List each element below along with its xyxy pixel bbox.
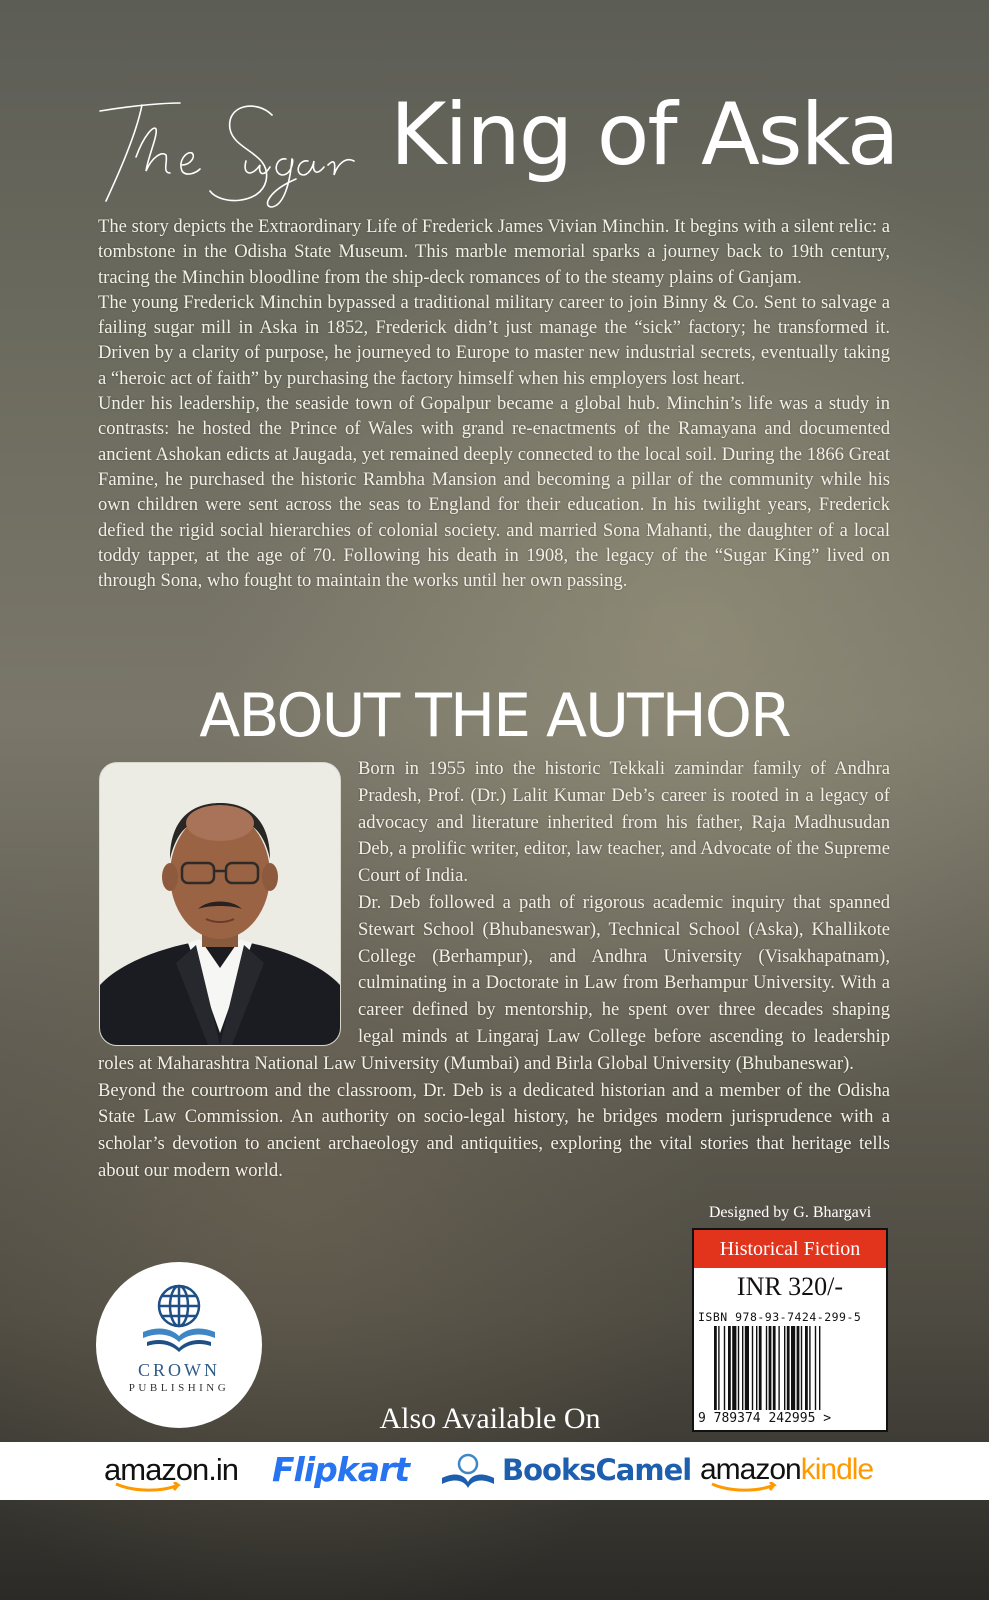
publisher-logo (96, 1262, 262, 1428)
barcode-bar (815, 1326, 816, 1410)
store-flipkart[interactable] (272, 1442, 409, 1500)
barcode-bar (797, 1326, 800, 1410)
amazon-smile-icon (710, 1482, 780, 1492)
store-amazon-in[interactable] (104, 1442, 238, 1500)
amazon-domain: .in (208, 1452, 239, 1487)
barcode-bar (718, 1326, 719, 1410)
title-script-lettering (96, 95, 356, 215)
author-bio (98, 756, 890, 1185)
barcode-bar (714, 1326, 717, 1410)
author-bio-paragraph: Born in 1955 into the historic Tekkali zamindar family of Andhra Pradesh, Prof. (Dr.) Lalit Kumar Deb’s career is rooted in a legacy of advocacy and literature inherited from his father, Raja Madhusudan Deb, a prolific writer, editor, law teacher, and Advocate of the Supreme Court of India. (358, 758, 890, 887)
amazon-wordmark: amazon (700, 1453, 801, 1486)
barcode-bar (766, 1326, 767, 1410)
title-script (96, 95, 356, 215)
author-bio-paragraph: Beyond the courtroom and the classroom, Dr. Deb is a dedicated historian and a member of the Odisha State Law Commission. An authority on socio-legal history, he bridges modern jurisprudence with a scholar’s devotion to ancient archaeology and antiquities, exploring the vital stories that heritage tells about our modern world. (98, 1079, 890, 1181)
synopsis (98, 214, 890, 593)
barcode-bar (801, 1326, 802, 1410)
publisher-subtitle: PUBLISHING (128, 1382, 230, 1394)
barcode-bar (752, 1326, 753, 1410)
kindle-wordmark: kindle (800, 1453, 874, 1486)
barcode-bar (745, 1326, 749, 1410)
flipkart-wordmark: Flipkart (272, 1450, 410, 1489)
barcode-bar (791, 1326, 795, 1410)
barcode-bar (778, 1326, 779, 1410)
synopsis-paragraph: The story depicts the Extraordinary Life of Frederick James Vivian Minchin. It begins with a silent relic: a tombstone in the Odisha State Museum. This marble memorial sparks a journey back to 19th century, tracing the Minchin bloodline from the ship-deck romances of to the steamy plains of Ganjam. (98, 216, 890, 288)
barcode-bar (787, 1326, 790, 1410)
store-amazon-kindle[interactable] (700, 1442, 873, 1500)
barcode-bar (773, 1326, 776, 1410)
price-label: INR 320/- (736, 1272, 844, 1301)
publisher-name: CROWN (138, 1360, 220, 1380)
amazon-smile-icon (114, 1482, 184, 1492)
barcode-bar (819, 1326, 820, 1410)
barcode-bar (724, 1326, 725, 1410)
barcode-bar (732, 1326, 736, 1410)
barcode-bar (769, 1326, 772, 1410)
synopsis-paragraph: Under his leadership, the seaside town of Gopalpur became a global hub. Minchin’s life was a study in contrasts: he hosted the Prince of Wales with grand re-enactments of the Ramayana and documented ancient Ashokan edicts at Jaugada, yet remained deeply connected to the local soil. During the 1866 Great Famine, he purchased the historic Rambha Mansion and becoming a pillar of the community while his own children were sent across the seas to England for their education. In his twilight years, Frederick defied the rigid social hierarchies of colonial society. and married Sona Mahanti, the daughter of a local toddy tapper, at the age of 70. Following his death in 1908, the legacy of the “Sugar King” lived on through Sona, who fought to maintain the works until her own passing. (98, 393, 890, 592)
bookscamel-wordmark: BooksCamel (502, 1453, 692, 1487)
store-strip (0, 1442, 989, 1500)
barcode-bar (756, 1326, 757, 1410)
genre-label: Historical Fiction (694, 1230, 886, 1268)
also-available-label: Also Available On (379, 1402, 601, 1435)
barcode-number: 9 789374 242995 > (698, 1411, 832, 1426)
designer-credit: Designed by G. Bhargavi (708, 1204, 872, 1221)
isbn-label: ISBN 978-93-7424-299-5 (698, 1310, 862, 1324)
barcode-bar (728, 1326, 731, 1410)
barcode-image (712, 1326, 872, 1410)
barcode-bar (784, 1326, 785, 1410)
author-bio-paragraph: Dr. Deb followed a path of rigorous academic inquiry that spanned Stewart School (Bhubaneswar), Technical School (Aska), Khallikote College (Berhampur), and Andhra University (Visakhapatnam), culminating in a Doctorate in Law from Berhampur University. With a career defined by mentorship, he spent over three decades shaping legal minds at Lingaraj Law College before ascending to leadership roles at Maharashtra National Law University (Mumbai) and Birla Global University (Bhubaneswar). (98, 891, 890, 1074)
bookscamel-book-icon (440, 1452, 496, 1490)
amazon-wordmark: amazon (104, 1452, 209, 1487)
barcode-bar (805, 1326, 808, 1410)
book-title: King of Aska (390, 85, 898, 185)
barcode-bar (759, 1326, 762, 1410)
store-bookscamel[interactable] (440, 1442, 691, 1500)
barcode-bar (738, 1326, 739, 1410)
price-barcode-box (692, 1228, 888, 1432)
barcode-bar (742, 1326, 743, 1410)
barcode-bar (809, 1326, 810, 1410)
globe-book-icon (139, 1282, 219, 1356)
synopsis-paragraph: The young Frederick Minchin bypassed a traditional military career to join Binny & Co. Sent to salvage a failing sugar mill in Aska in 1852, Frederick didn’t just manage the “sick” factory; he transformed it. Driven by a clarity of purpose, he journeyed to Europe to master new industrial secrets, eventually taking a “heroic act of faith” by purchasing the factory himself when his employers lost heart. (98, 291, 890, 389)
about-author-heading: ABOUT THE AUTHOR (199, 681, 790, 751)
